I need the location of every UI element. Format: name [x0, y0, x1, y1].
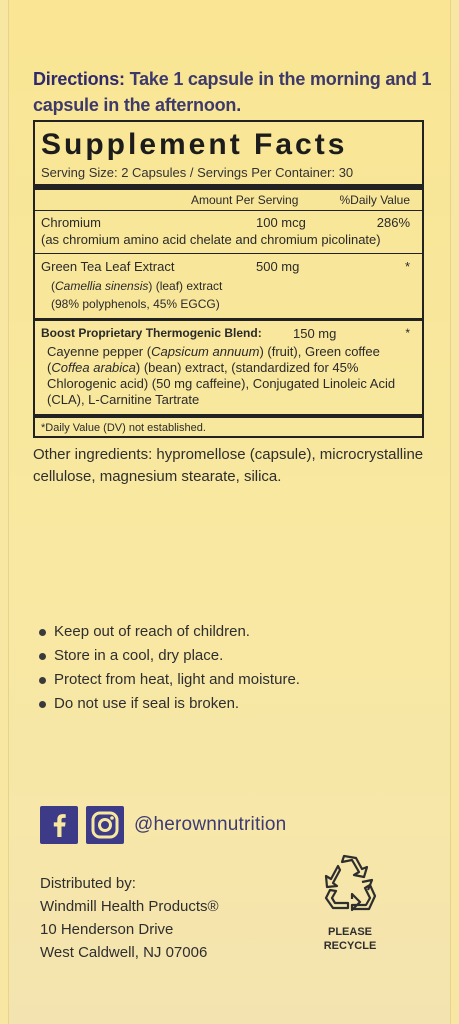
- social-row: [40, 806, 286, 844]
- blend-text: ) (fruit), Green coffee (: [47, 344, 380, 375]
- item-dv: 286%: [376, 215, 410, 230]
- list-item: Store in a cool, dry place.: [38, 644, 300, 668]
- item-amount: 500 mg: [256, 259, 300, 274]
- latin-name: Camellia sinensis: [55, 279, 149, 293]
- facts-footnote: *Daily Value (DV) not established.: [41, 422, 206, 434]
- facts-row-green-tea: [41, 254, 416, 275]
- item-dv: *: [405, 326, 410, 340]
- blend-description: [41, 342, 416, 412]
- item-dv: *: [404, 259, 410, 274]
- distributor-line: 10 Henderson Drive: [40, 921, 174, 938]
- facebook-icon[interactable]: [40, 806, 78, 844]
- list-item: Do not use if seal is broken.: [38, 692, 300, 716]
- instagram-icon[interactable]: [86, 806, 124, 844]
- blend-text: ) (bean) extract, (standardized for 45% Chlorogenic acid) (50 mg caffeine), Conjugated Linoleic Acid (CLA), L-Carnitine Tartrate: [47, 360, 396, 407]
- latin-name: Capsicum annuum: [151, 344, 260, 359]
- item-note: (Camellia sinensis) (leaf) extract: [51, 279, 223, 293]
- distributor-line: Windmill Health Products®: [40, 898, 219, 915]
- facts-row-chromium: [41, 211, 416, 231]
- header-amount: Amount Per Serving: [191, 193, 299, 207]
- facts-header-row: [41, 190, 416, 210]
- item-amount: 150 mg: [293, 326, 337, 341]
- item-name: Boost Proprietary Thermogenic Blend:: [41, 326, 262, 340]
- distributor-info: [40, 872, 219, 964]
- facts-title: Supplement Facts: [41, 128, 348, 161]
- recycle-label-line: RECYCLE: [323, 940, 377, 952]
- other-ingredients: Other ingredients: hypromellose (capsule), microcrystalline cellulose, magnesium stearate, silica.: [33, 446, 424, 485]
- header-dv: %Daily Value: [339, 193, 410, 207]
- directions-label: Directions:: [33, 69, 125, 89]
- item-note: (as chromium amino acid chelate and chromium picolinate): [41, 232, 381, 247]
- latin-name: Coffea arabica: [51, 360, 136, 375]
- recycle-label: [300, 925, 400, 953]
- supplement-facts-panel: [33, 120, 424, 438]
- item-amount: 100 mcg: [256, 215, 306, 230]
- item-note-2: (98% polyphenols, 45% EGCG): [51, 297, 220, 311]
- directions-text: [33, 66, 433, 118]
- item-name: Chromium: [41, 215, 101, 230]
- distributor-line: Distributed by:: [40, 875, 136, 892]
- blend-text: Cayenne pepper (: [47, 344, 152, 359]
- recycle-icon: [318, 852, 382, 916]
- list-item: Protect from heat, light and moisture.: [38, 668, 300, 692]
- warnings-list: [38, 620, 300, 716]
- list-item: Keep out of reach of children.: [38, 620, 300, 644]
- distributor-line: West Caldwell, NJ 07006: [40, 944, 208, 961]
- item-name: Green Tea Leaf Extract: [41, 259, 175, 274]
- facts-row-blend: [41, 321, 416, 342]
- serving-info: Serving Size: 2 Capsules / Servings Per Container: 30: [41, 165, 354, 180]
- social-handle[interactable]: @herownnutrition: [134, 814, 287, 835]
- directions-body: Take 1 capsule in the morning and 1 capsule in the afternoon.: [33, 69, 432, 115]
- item-note-rest: ) (leaf) extract: [148, 279, 223, 293]
- recycle-label-line: PLEASE: [327, 926, 372, 938]
